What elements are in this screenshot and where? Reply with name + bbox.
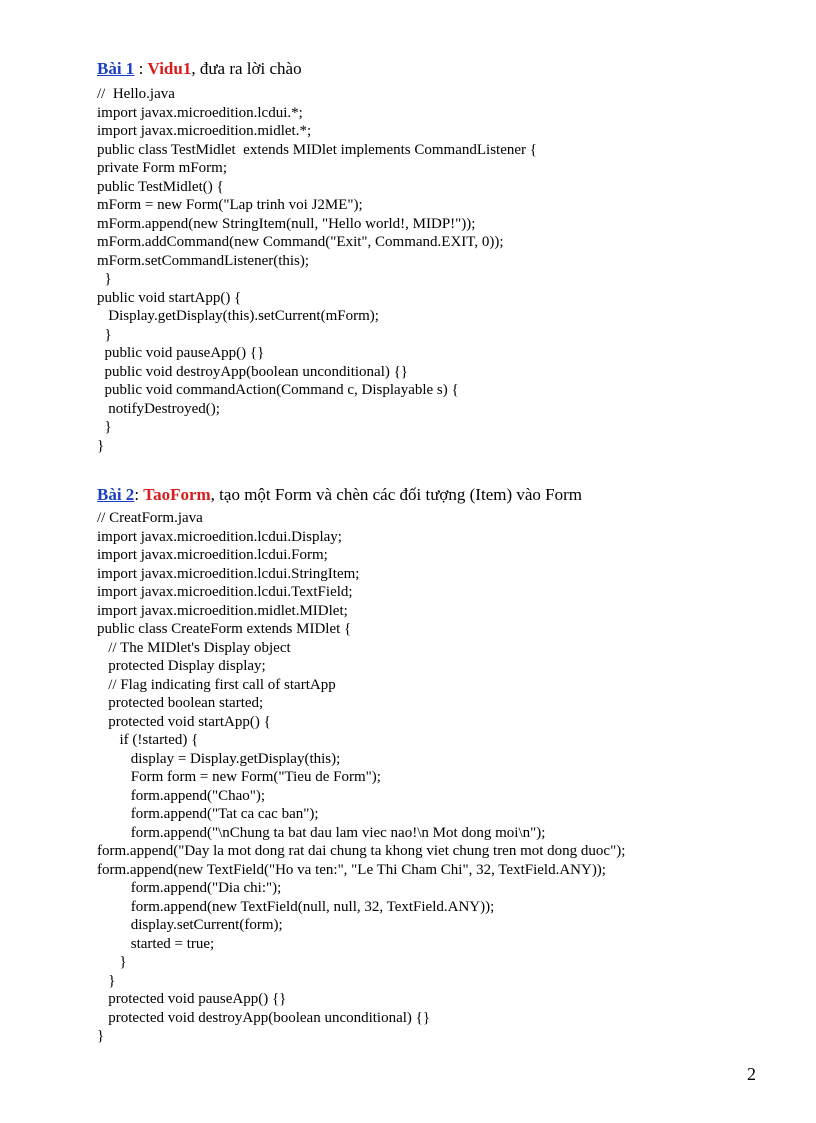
code-line: public TestMidlet() { [97,178,224,195]
page-number: 2 [747,1064,756,1084]
code-line: started = true; [97,935,215,952]
code-line: protected void pauseApp() {} [97,991,287,1007]
code-line: form.append(new TextField("Ho va ten:", "Le Thi Cham Chi", 32, TextField.ANY)); [97,861,606,878]
code-line: public class TestMidlet extends MIDlet implements CommandListener { [97,141,537,158]
code-line: form.append("Chao"); [97,787,266,804]
code-line: } [97,419,112,435]
code-line: public void commandAction(Command c, Displayable s) { [97,382,459,398]
code-line: display = Display.getDisplay(this); [97,750,341,767]
code-line: import javax.microedition.lcdui.Form; [97,547,328,563]
code-line: public void destroyApp(boolean unconditional) {} [97,363,409,380]
code-line: } [97,271,112,287]
code-line: protected boolean started; [97,695,264,711]
code-line: Form form = new Form("Tieu de Form"); [97,769,381,785]
code-line: if (!started) { [97,732,199,748]
code-line: public void pauseApp() {} [97,345,265,361]
exercise-2-description: , tạo một Form và chèn các đối tượng (Item) vào Form [210,485,583,504]
code-line: protected void destroyApp(boolean unconditional) {} [97,1009,431,1026]
code-line: mForm.addCommand(new Command("Exit", Command.EXIT, 0)); [97,234,504,250]
exercise-1-separator: : [134,59,148,78]
exercise-1 [97,58,537,455]
exercise-1-program-name: Vidu1 [147,59,192,78]
exercise-2-heading [97,484,625,506]
exercise-2-program-name: TaoForm [143,485,211,504]
code-line: notifyDestroyed(); [97,400,220,417]
code-line: form.append("Dia chi:"); [97,880,282,896]
code-line: } [97,326,112,343]
code-line: } [97,972,116,989]
exercise-2-number: Bài 2 [97,485,135,504]
code-line: Display.getDisplay(this).setCurrent(mForm); [97,308,379,324]
code-line: // The MIDlet's Display object [97,639,291,656]
code-line: import javax.microedition.midlet.*; [97,123,312,139]
code-line: form.append("\nChung ta bat dau lam viec nao!\n Mot dong moi\n"); [97,824,546,841]
code-line: mForm.setCommandListener(this); [97,252,310,269]
code-line: form.append("Tat ca cac ban"); [97,806,319,822]
code-line: private Form mForm; [97,160,227,176]
code-line: mForm.append(new StringItem(null, "Hello world!, MIDP!")); [97,215,476,232]
exercise-1-number: Bài 1 [97,59,135,78]
code-line: mForm = new Form("Lap trinh voi J2ME"); [97,197,363,213]
code-line: // Hello.java [97,86,175,102]
exercise-1-heading [97,58,537,80]
code-line: } [97,954,127,970]
code-line: import javax.microedition.lcdui.TextField; [97,584,353,600]
code-line: import javax.microedition.lcdui.StringItem; [97,565,360,582]
code-line: public class CreateForm extends MIDlet { [97,621,352,637]
exercise-1-description: , đưa ra lời chào [191,59,302,78]
code-line: } [97,1028,105,1044]
exercise-2 [97,484,625,1046]
code-line: protected void startApp() { [97,713,271,730]
code-line: // CreatForm.java [97,510,203,526]
code-line: display.setCurrent(form); [97,917,283,933]
code-line: protected Display display; [97,658,266,674]
code-line: import javax.microedition.lcdui.*; [97,104,303,121]
exercise-2-code-listing [97,509,625,1046]
code-line: // Flag indicating first call of startApp [97,676,336,693]
exercise-2-separator: : [134,485,144,504]
code-line: import javax.microedition.midlet.MIDlet; [97,602,348,619]
code-line: } [97,437,105,454]
code-line: form.append("Day la mot dong rat dai chung ta khong viet chung tren mot dong duoc"); [97,843,626,859]
code-line: form.append(new TextField(null, null, 32, TextField.ANY)); [97,898,495,915]
code-line: public void startApp() { [97,289,242,306]
code-line: import javax.microedition.lcdui.Display; [97,528,342,545]
exercise-1-code-listing [97,85,537,455]
